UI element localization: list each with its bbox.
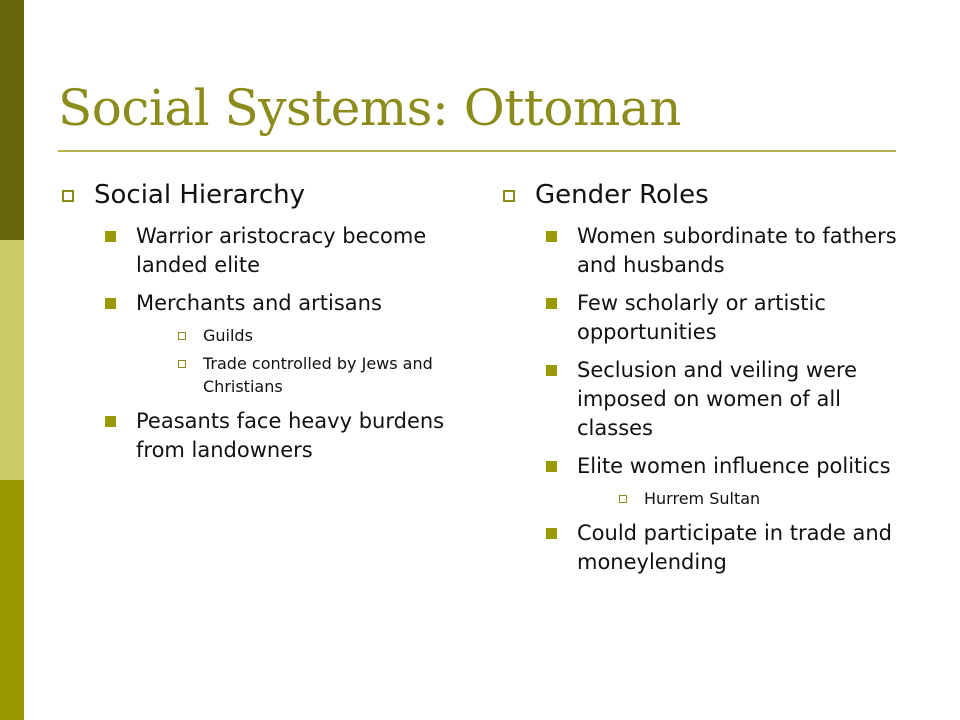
- list-item-text: Few scholarly or artistic opportunities: [577, 291, 826, 344]
- sub-bullet-list: [136, 324, 462, 398]
- list-item: [546, 519, 913, 577]
- right-bullet-list: [503, 222, 913, 577]
- list-item-text: Women subordinate to fathers and husbands: [577, 224, 897, 277]
- title-underline: [58, 150, 896, 152]
- square-bullet-icon: [105, 416, 116, 427]
- accent-bar-middle: [0, 240, 24, 480]
- hollow-square-bullet-icon: [178, 332, 186, 340]
- list-item-text: Peasants face heavy burdens from landowners: [136, 409, 445, 462]
- left-bullet-list: [62, 222, 462, 465]
- sub-list-item-text: Trade controlled by Jews and Christians: [203, 354, 433, 396]
- list-item: [105, 222, 462, 280]
- list-item: [546, 222, 913, 280]
- square-bullet-icon: [546, 461, 557, 472]
- hollow-square-bullet-icon: [503, 190, 515, 202]
- square-bullet-icon: [546, 528, 557, 539]
- right-heading: Gender Roles: [535, 180, 709, 210]
- square-bullet-icon: [546, 298, 557, 309]
- slide-title: Social Systems: Ottoman: [58, 79, 681, 137]
- list-item: [105, 289, 462, 398]
- square-bullet-icon: [105, 298, 116, 309]
- square-bullet-icon: [546, 365, 557, 376]
- accent-bar-bottom: [0, 480, 24, 720]
- right-heading-item: [503, 178, 913, 212]
- accent-bar-top: [0, 0, 24, 240]
- hollow-square-bullet-icon: [619, 495, 627, 503]
- left-column: [62, 178, 462, 474]
- hollow-square-bullet-icon: [62, 190, 74, 202]
- list-item-text: Merchants and artisans: [136, 291, 382, 315]
- sub-bullet-list: [577, 487, 913, 510]
- left-heading-item: [62, 178, 462, 212]
- left-heading: Social Hierarchy: [94, 180, 306, 210]
- list-item: [546, 356, 913, 443]
- square-bullet-icon: [105, 231, 116, 242]
- list-item: [105, 407, 462, 465]
- list-item-text: Seclusion and veiling were imposed on women of all classes: [577, 358, 858, 440]
- sub-list-item-text: Hurrem Sultan: [644, 489, 761, 508]
- sub-list-item: [178, 352, 462, 398]
- square-bullet-icon: [546, 231, 557, 242]
- hollow-square-bullet-icon: [178, 360, 186, 368]
- list-item: [546, 289, 913, 347]
- sub-list-item-text: Guilds: [203, 326, 253, 345]
- list-item-text: Warrior aristocracy become landed elite: [136, 224, 427, 277]
- list-item-text: Elite women influence politics: [577, 454, 891, 478]
- sub-list-item: [178, 324, 462, 347]
- right-column: [503, 178, 913, 586]
- list-item-text: Could participate in trade and moneylending: [577, 521, 892, 574]
- list-item: [546, 452, 913, 510]
- sub-list-item: [619, 487, 913, 510]
